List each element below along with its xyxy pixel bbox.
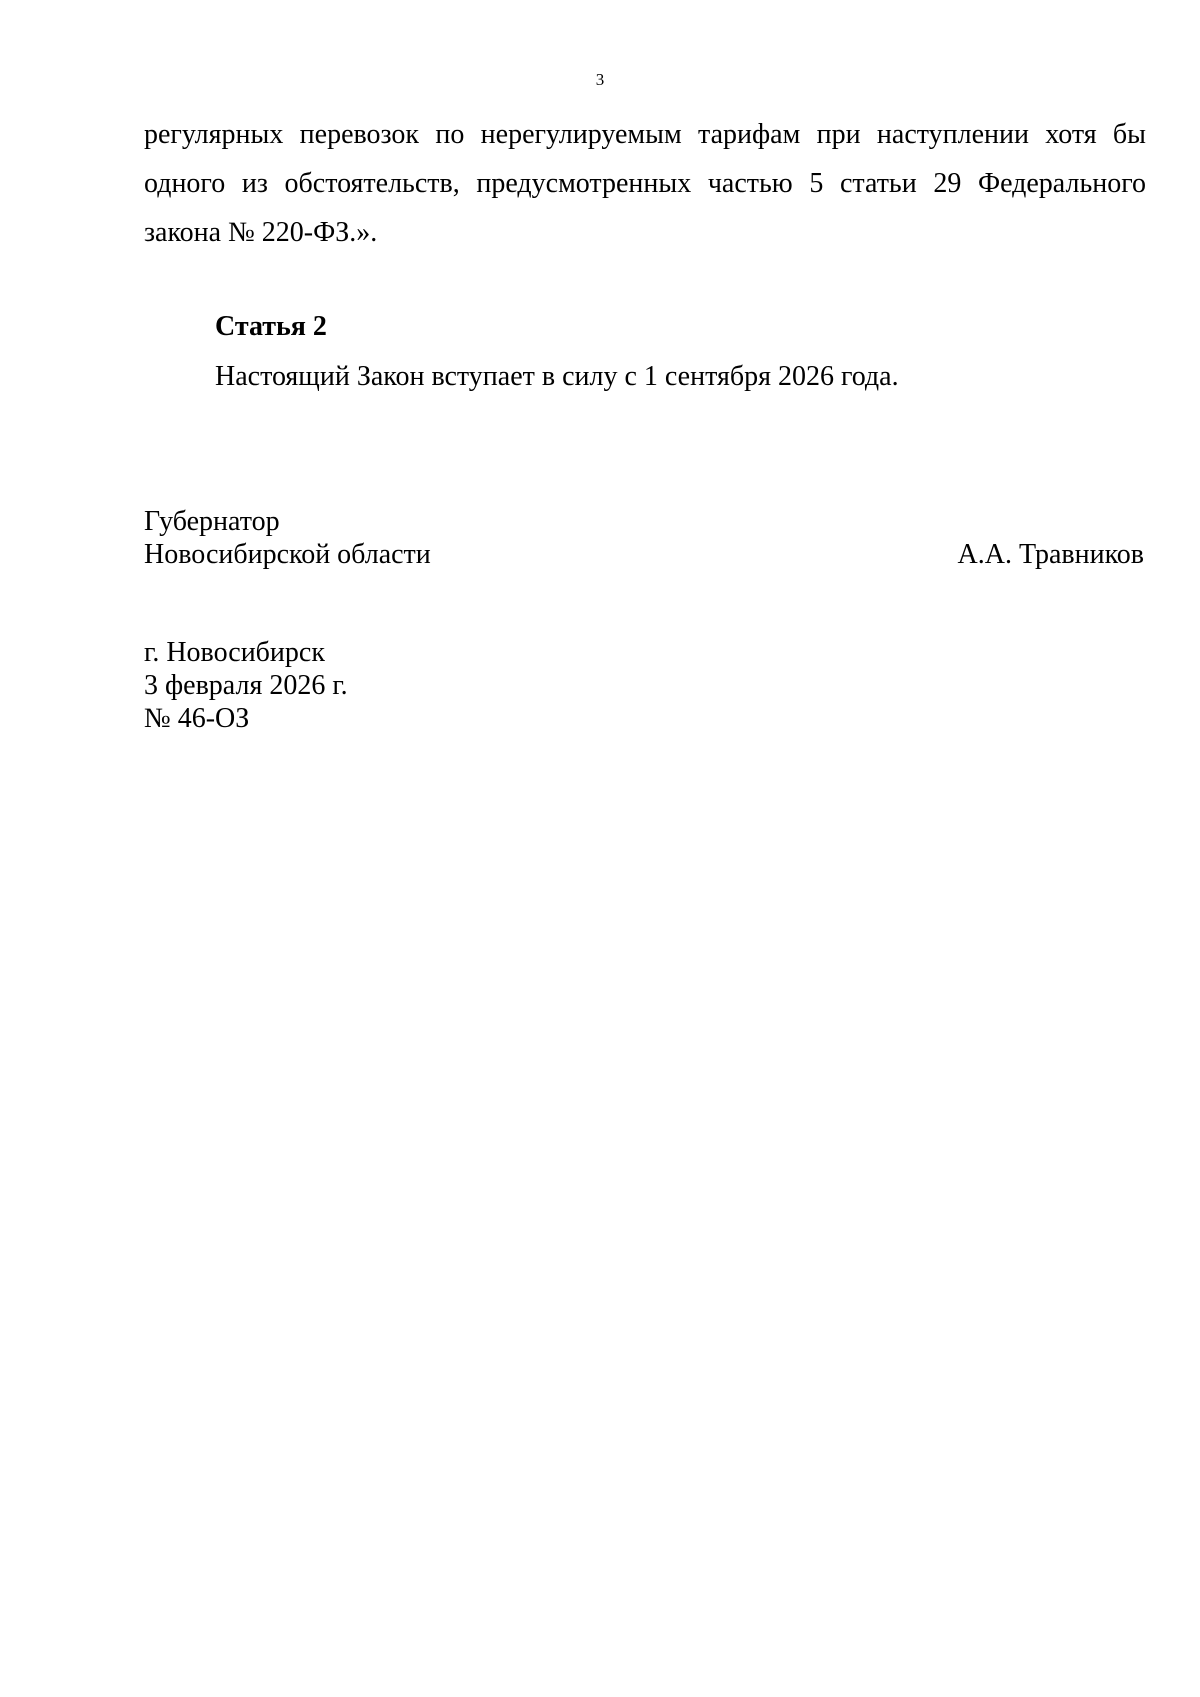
paragraph-line: регулярных перевозок по нерегулируемым тарифам при наступлении хотя бы [144,119,1146,150]
article-heading: Статья 2 [215,311,327,342]
signatory-name: А.А. Травников [957,539,1144,570]
page-number: 3 [595,70,605,89]
signatory-region: Новосибирской области [144,539,431,570]
continuation-paragraph [144,110,1146,257]
document-date: 3 февраля 2026 г. [144,670,348,701]
paragraph-line: закона № 220-ФЗ.». [144,217,378,248]
place-city: г. Новосибирск [144,637,325,668]
article-text: Настоящий Закон вступает в силу с 1 сентября 2026 года. [215,361,899,392]
signatory-position [144,505,431,571]
paragraph-line: одного из обстоятельств, предусмотренных частью 5 статьи 29 Федерального [144,168,1146,199]
place-date-block [144,636,348,735]
signatory-title: Губернатор [144,506,280,537]
document-number: № 46-ОЗ [144,703,250,734]
